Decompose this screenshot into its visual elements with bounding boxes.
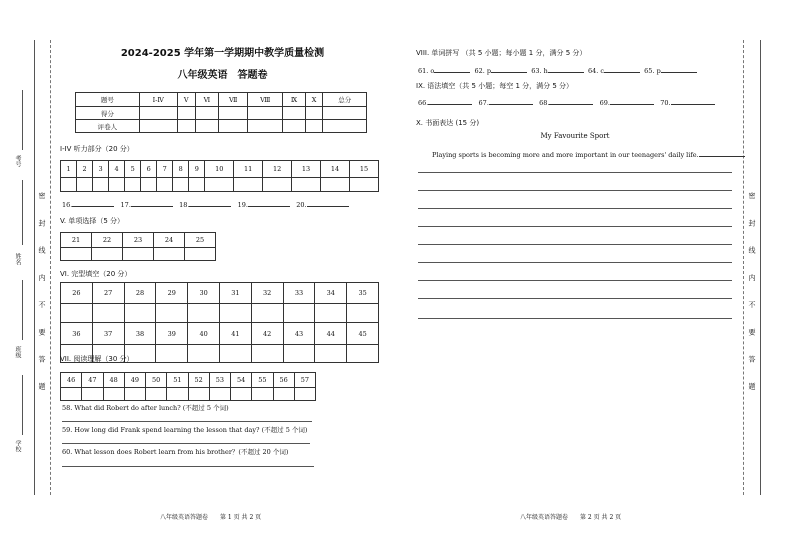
page-2-footer: 八年级英语答题卷 第 2 页 共 2 页 xyxy=(520,514,622,521)
score-header-cell: Ⅸ xyxy=(283,93,306,107)
answer-cell[interactable] xyxy=(125,178,141,192)
score-header-cell: Ⅴ xyxy=(177,93,195,107)
score-cell[interactable] xyxy=(219,107,248,120)
answer-number: 8 xyxy=(173,161,189,178)
answer-number: 33 xyxy=(283,283,315,304)
answer-cell[interactable] xyxy=(61,388,82,401)
answer-number: 30 xyxy=(188,283,220,304)
fill-blank[interactable] xyxy=(610,97,654,105)
score-header-cell: Ⅵ xyxy=(195,93,218,107)
fill-blank[interactable] xyxy=(489,97,533,105)
spelling-hint: p xyxy=(656,67,661,75)
answer-number: 11 xyxy=(234,161,263,178)
fill-blank[interactable] xyxy=(491,65,527,73)
answer-number: 35 xyxy=(347,283,379,304)
answer-number: 53 xyxy=(209,373,230,388)
question-59: 59. How long did Frank spend learning the lesson that day? (不超过 5 个词) xyxy=(62,426,308,434)
answer-number: 37 xyxy=(92,323,124,345)
answer-cell[interactable] xyxy=(173,178,189,192)
answer-number: 38 xyxy=(124,323,156,345)
answer-cell[interactable] xyxy=(263,178,292,192)
exam-number-label: 考号 xyxy=(14,155,21,167)
fill-blank[interactable] xyxy=(699,149,745,157)
answer-number: 14 xyxy=(321,161,350,178)
fill-number: 63. xyxy=(531,67,542,75)
answer-cell[interactable] xyxy=(294,388,315,401)
answer-number: 50 xyxy=(146,373,167,388)
answer-number: 4 xyxy=(109,161,125,178)
score-table xyxy=(75,92,367,133)
binding-border-outer xyxy=(34,40,35,495)
answer-cell[interactable] xyxy=(82,388,103,401)
cloze-title: VI. 完型填空（20 分） xyxy=(60,270,132,278)
score-header-cell: Ⅷ xyxy=(248,93,283,107)
answer-number: 22 xyxy=(92,233,123,248)
fill-number: 66. xyxy=(418,99,429,107)
fill-blank[interactable] xyxy=(604,65,640,73)
question-58: 58. What did Robert do after lunch? (不超过 5 个词) xyxy=(62,404,229,412)
answer-cell[interactable] xyxy=(61,304,93,323)
answer-line-60[interactable] xyxy=(62,466,314,467)
class-label: 班级 xyxy=(14,346,21,358)
exam-number-line xyxy=(22,90,23,150)
answer-cell[interactable] xyxy=(347,304,379,323)
fill-blank[interactable] xyxy=(661,65,697,73)
writing-line[interactable] xyxy=(418,244,732,245)
answer-cell[interactable] xyxy=(92,248,123,261)
answer-number: 47 xyxy=(82,373,103,388)
listening-fill-row xyxy=(62,199,349,209)
spelling-title: VIII. 单词拼写 （共 5 小题；每小题 1 分，满分 5 分） xyxy=(416,49,587,57)
answer-cell[interactable] xyxy=(124,304,156,323)
answer-number: 56 xyxy=(273,373,294,388)
answer-number: 34 xyxy=(315,283,347,304)
fill-number: 16. xyxy=(62,201,73,209)
answer-number: 27 xyxy=(92,283,124,304)
fill-number: 65. xyxy=(644,67,655,75)
answer-number: 42 xyxy=(251,323,283,345)
writing-line[interactable] xyxy=(418,298,732,299)
answer-cell[interactable] xyxy=(273,388,294,401)
answer-number: 21 xyxy=(61,233,92,248)
answer-number: 51 xyxy=(167,373,188,388)
binding-dashed-line xyxy=(50,40,51,495)
essay-title: My Favourite Sport xyxy=(540,132,610,140)
score-row-label: 得分 xyxy=(76,107,140,120)
answer-number: 32 xyxy=(251,283,283,304)
grader-cell[interactable] xyxy=(219,120,248,133)
spelling-hint: p xyxy=(486,67,492,75)
single-choice-title: V. 单项选择（5 分） xyxy=(60,217,125,225)
spelling-hint: c xyxy=(600,67,605,75)
answer-number: 12 xyxy=(263,161,292,178)
page-subtitle: 八年级英语 答题卷 xyxy=(177,70,268,81)
grader-cell[interactable] xyxy=(248,120,283,133)
answer-cell[interactable] xyxy=(103,388,124,401)
writing-line[interactable] xyxy=(418,172,732,173)
answer-cell[interactable] xyxy=(123,248,154,261)
answer-cell[interactable] xyxy=(109,178,125,192)
fill-number: 69. xyxy=(599,99,610,107)
page-1-footer: 八年级英语答题卷 第 1 页 共 2 页 xyxy=(160,514,262,521)
writing-line[interactable] xyxy=(418,190,732,191)
answer-cell[interactable] xyxy=(252,388,273,401)
fill-number: 61. xyxy=(418,67,429,75)
name-line xyxy=(22,180,23,245)
answer-cell[interactable] xyxy=(349,178,378,192)
answer-cell[interactable] xyxy=(251,345,283,363)
single-choice-grid xyxy=(60,232,216,261)
spelling-hint: h xyxy=(543,67,548,75)
answer-number: 26 xyxy=(61,283,93,304)
fill-blank[interactable] xyxy=(72,199,114,207)
answer-number: 43 xyxy=(283,323,315,345)
answer-cell[interactable] xyxy=(124,388,145,401)
answer-cell[interactable] xyxy=(77,178,93,192)
fill-blank[interactable] xyxy=(189,199,231,207)
left-seal-warning: 密 封 线 内 不 要 答 题 xyxy=(38,192,46,399)
answer-line-59[interactable] xyxy=(62,443,310,444)
reading-grid xyxy=(60,372,316,401)
question-60: 60. What lesson does Robert learn from his brother？(不超过 20 个词) xyxy=(62,448,289,456)
fill-number: 19. xyxy=(237,201,248,209)
answer-cell[interactable] xyxy=(185,248,216,261)
answer-number: 46 xyxy=(61,373,82,388)
page-title: 2024-2025 学年第一学期期中教学质量检测 xyxy=(120,48,325,59)
answer-number: 39 xyxy=(156,323,188,345)
answer-number: 1 xyxy=(61,161,77,178)
answer-number: 5 xyxy=(125,161,141,178)
answer-cell[interactable] xyxy=(347,345,379,363)
fill-number: 17. xyxy=(120,201,131,209)
fill-number: 68. xyxy=(539,99,550,107)
answer-cell[interactable] xyxy=(146,388,167,401)
score-cell[interactable] xyxy=(139,107,177,120)
listening-number-row xyxy=(61,161,379,178)
writing-line[interactable] xyxy=(418,280,732,281)
answer-cell[interactable] xyxy=(157,178,173,192)
answer-cell[interactable] xyxy=(93,178,109,192)
score-cell[interactable] xyxy=(283,107,306,120)
answer-number: 49 xyxy=(124,373,145,388)
score-cell[interactable] xyxy=(248,107,283,120)
grammar-row xyxy=(418,97,715,107)
cloze-number-row xyxy=(61,323,379,345)
fill-number: 67. xyxy=(478,99,489,107)
grader-cell[interactable] xyxy=(305,120,323,133)
answer-number: 15 xyxy=(349,161,378,178)
class-line xyxy=(22,280,23,340)
answer-number: 31 xyxy=(219,283,251,304)
fill-blank[interactable] xyxy=(307,199,349,207)
answer-number: 54 xyxy=(231,373,252,388)
listening-answer-row xyxy=(61,178,379,192)
single-choice-answer-row xyxy=(61,248,216,261)
grader-row-label: 评卷人 xyxy=(76,120,140,133)
school-line xyxy=(22,375,23,435)
score-header-cell: 总分 xyxy=(323,93,367,107)
score-header-cell: Ⅹ xyxy=(305,93,323,107)
answer-cell[interactable] xyxy=(251,304,283,323)
essay-opening xyxy=(432,149,745,159)
answer-number: 29 xyxy=(156,283,188,304)
answer-line-58[interactable] xyxy=(62,421,312,422)
score-cell[interactable] xyxy=(305,107,323,120)
reading-number-row xyxy=(61,373,316,388)
answer-cell[interactable] xyxy=(189,178,205,192)
fill-blank[interactable] xyxy=(248,199,290,207)
single-choice-number-row xyxy=(61,233,216,248)
name-label: 姓名 xyxy=(14,253,21,265)
cloze-number-row xyxy=(61,283,379,304)
fill-number: 64. xyxy=(587,67,599,75)
fill-blank[interactable] xyxy=(434,65,470,73)
grader-cell[interactable] xyxy=(139,120,177,133)
score-header-cell: Ⅶ xyxy=(219,93,248,107)
answer-cell[interactable] xyxy=(283,304,315,323)
cloze-answer-row xyxy=(61,304,379,323)
fill-blank[interactable] xyxy=(549,97,593,105)
right-seal-warning: 密 封 线 内 不 要 答 题 xyxy=(748,192,756,399)
answer-cell[interactable] xyxy=(156,345,188,363)
score-cell[interactable] xyxy=(177,107,195,120)
grammar-title: IX. 语法填空（共 5 小题；每空 1 分，满分 5 分） xyxy=(416,82,574,90)
answer-number: 23 xyxy=(123,233,154,248)
writing-line[interactable] xyxy=(418,262,732,263)
fill-number: 20. xyxy=(296,201,307,209)
reading-answer-row xyxy=(61,388,316,401)
grader-cell[interactable] xyxy=(177,120,195,133)
answer-cell[interactable] xyxy=(188,388,209,401)
score-cell[interactable] xyxy=(323,107,367,120)
score-header-cell: 题号 xyxy=(76,93,140,107)
fill-number: 70. xyxy=(660,99,671,107)
answer-cell[interactable] xyxy=(292,178,321,192)
score-table-header-row xyxy=(76,93,367,107)
writing-line[interactable] xyxy=(418,318,732,319)
answer-cell[interactable] xyxy=(219,345,251,363)
answer-number: 7 xyxy=(157,161,173,178)
grader-cell[interactable] xyxy=(283,120,306,133)
answer-number: 45 xyxy=(347,323,379,345)
answer-number: 9 xyxy=(189,161,205,178)
essay-opening-text: Playing sports is becoming more and more important in our teenagers' daily life. xyxy=(432,151,699,159)
answer-number: 57 xyxy=(294,373,315,388)
answer-number: 25 xyxy=(185,233,216,248)
answer-cell[interactable] xyxy=(321,178,350,192)
answer-cell[interactable] xyxy=(188,304,220,323)
fill-blank[interactable] xyxy=(548,65,584,73)
writing-line[interactable] xyxy=(418,208,732,209)
answer-cell[interactable] xyxy=(219,304,251,323)
answer-cell[interactable] xyxy=(167,388,188,401)
fill-number: 62. xyxy=(474,67,485,75)
grader-row xyxy=(76,120,367,133)
score-row xyxy=(76,107,367,120)
answer-number: 55 xyxy=(252,373,273,388)
answer-cell[interactable] xyxy=(154,248,185,261)
answer-cell[interactable] xyxy=(234,178,263,192)
writing-title: X. 书面表达 (15 分) xyxy=(416,119,480,127)
answer-cell[interactable] xyxy=(141,178,157,192)
spelling-hint: o xyxy=(430,67,435,75)
listening-title: I-IV 听力部分（20 分） xyxy=(60,145,134,153)
answer-cell[interactable] xyxy=(315,345,347,363)
answer-number: 52 xyxy=(188,373,209,388)
answer-number: 44 xyxy=(315,323,347,345)
answer-cell[interactable] xyxy=(92,304,124,323)
reading-title: VII. 阅读理解（30 分） xyxy=(60,355,134,363)
answer-cell[interactable] xyxy=(188,345,220,363)
fill-blank[interactable] xyxy=(671,97,715,105)
score-cell[interactable] xyxy=(195,107,218,120)
answer-cell[interactable] xyxy=(283,345,315,363)
score-header-cell: Ⅰ-Ⅳ xyxy=(139,93,177,107)
listening-answer-grid xyxy=(60,160,379,192)
answer-cell[interactable] xyxy=(315,304,347,323)
fill-blank[interactable] xyxy=(131,199,173,207)
spelling-row xyxy=(418,65,697,75)
cloze-grid xyxy=(60,282,379,363)
answer-number: 13 xyxy=(292,161,321,178)
answer-number: 2 xyxy=(77,161,93,178)
answer-number: 3 xyxy=(93,161,109,178)
answer-cell[interactable] xyxy=(156,304,188,323)
grader-cell[interactable] xyxy=(195,120,218,133)
school-label: 学校 xyxy=(14,440,21,452)
answer-number: 6 xyxy=(141,161,157,178)
answer-number: 40 xyxy=(188,323,220,345)
answer-cell[interactable] xyxy=(205,178,234,192)
right-binding-dashed-line xyxy=(743,40,744,495)
grader-cell[interactable] xyxy=(323,120,367,133)
answer-number: 10 xyxy=(205,161,234,178)
right-binding-border xyxy=(760,40,761,495)
answer-number: 24 xyxy=(154,233,185,248)
answer-number: 28 xyxy=(124,283,156,304)
answer-cell[interactable] xyxy=(61,248,92,261)
fill-number: 18. xyxy=(179,201,190,209)
answer-number: 48 xyxy=(103,373,124,388)
answer-number: 36 xyxy=(61,323,93,345)
writing-line[interactable] xyxy=(418,226,732,227)
answer-cell[interactable] xyxy=(231,388,252,401)
answer-number: 41 xyxy=(219,323,251,345)
answer-cell[interactable] xyxy=(61,178,77,192)
answer-cell[interactable] xyxy=(209,388,230,401)
fill-blank[interactable] xyxy=(428,97,472,105)
